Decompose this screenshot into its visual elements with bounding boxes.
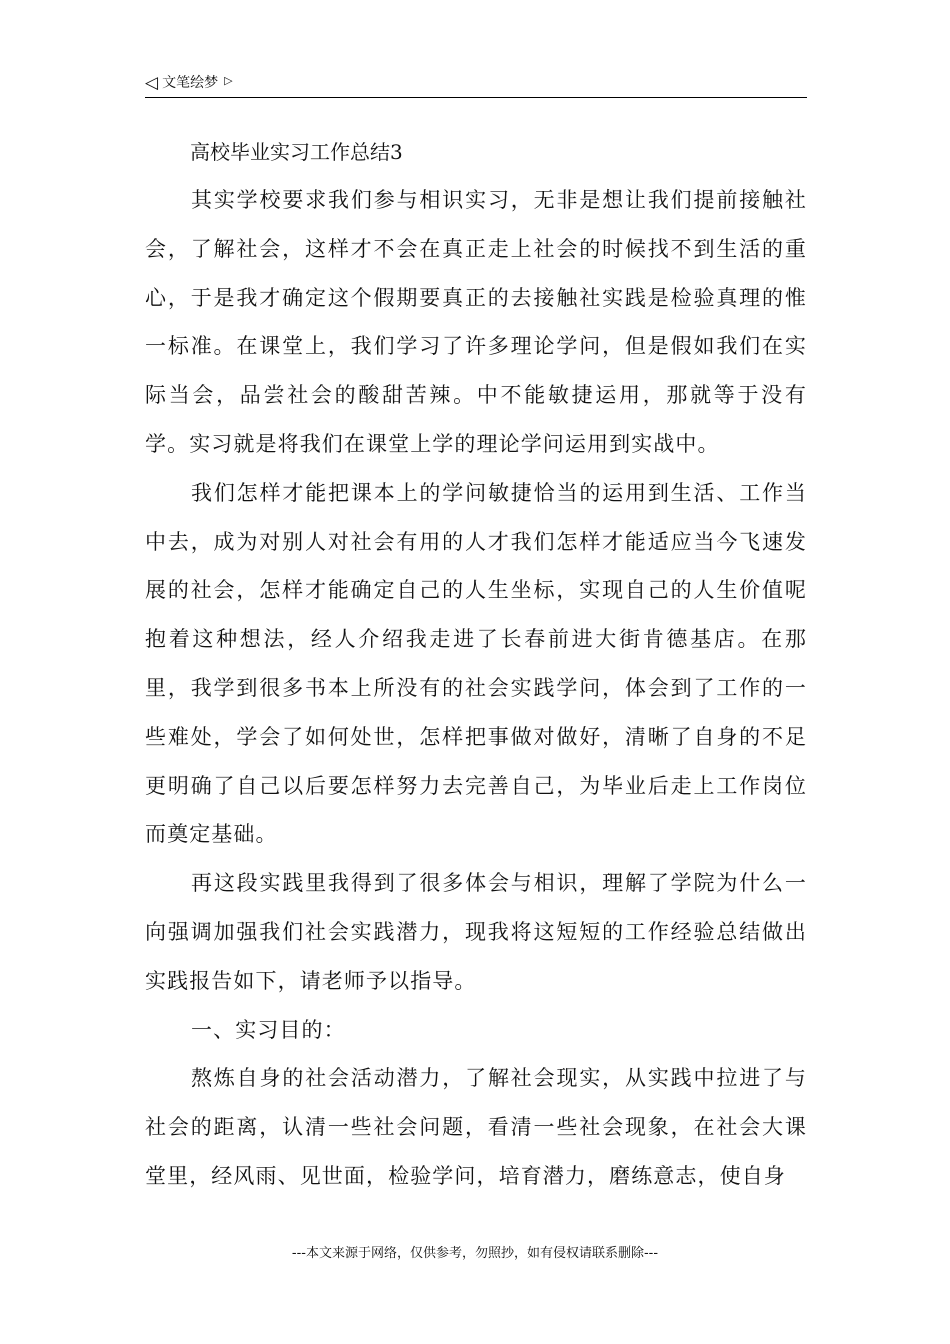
paragraph-3: 再这段实践里我得到了很多体会与相识，理解了学院为什么一向强调加强我们社会实践潜力，现我将这短短的工作经验总结做出实践报告如下，请老师予以指导。 xyxy=(145,871,807,993)
triangle-right-icon: ▷ xyxy=(224,73,233,87)
paragraph-2: 我们怎样才能把课本上的学问敏捷恰当的运用到生活、工作当中去，成为对别人对社会有用的人才我们怎样才能适应当今飞速发展的社会，怎样才能确定自己的人生坐标，实现自己的人生价值呢抱着这种想法，经人介绍我走进了长春前进大街肯德基店。在那里，我学到很多书本上所没有的社会实践学问，体会到了工作的一些难处，学会了如何处世，怎样把事做对做好，清晰了自身的不足更明确了自己以后要怎样努力去完善自己，为毕业后走上工作岗位而奠定基础。 xyxy=(145,480,807,847)
paragraph-1: 其实学校要求我们参与相识实习，无非是想让我们提前接触社会，了解社会，这样才不会在真正走上社会的时候找不到生活的重心，于是我才确定这个假期要真正的去接触社实践是检验真理的惟一标准。在课堂上，我们学习了许多理论学问，但是假如我们在实际当会，品尝社会的酸甜苦辣。中不能敏捷运用，那就等于没有学。实习就是将我们在课堂上学的理论学问运用到实战中。 xyxy=(145,188,807,456)
triangle-left-icon: ◁ xyxy=(145,72,159,93)
paragraph-4: 熬炼自身的社会活动潜力，了解社会现实，从实践中拉进了与社会的距离，认清一些社会问题，看清一些社会现象，在社会大课堂里，经风雨、见世面，检验学问，培育潜力，磨练意志，使自身 xyxy=(145,1066,807,1188)
document-title: 高校毕业实习工作总结3 xyxy=(190,140,403,164)
footer-notice: ---本文来源于网络，仅供参考，勿照抄，如有侵权请联系删除--- xyxy=(291,1246,659,1261)
header-divider xyxy=(145,97,807,98)
document-body xyxy=(145,128,807,1201)
page-header xyxy=(145,70,805,96)
brand-name: 文笔绘梦 xyxy=(162,75,219,91)
section-heading-purpose: 一、实习目的： xyxy=(191,1017,346,1042)
